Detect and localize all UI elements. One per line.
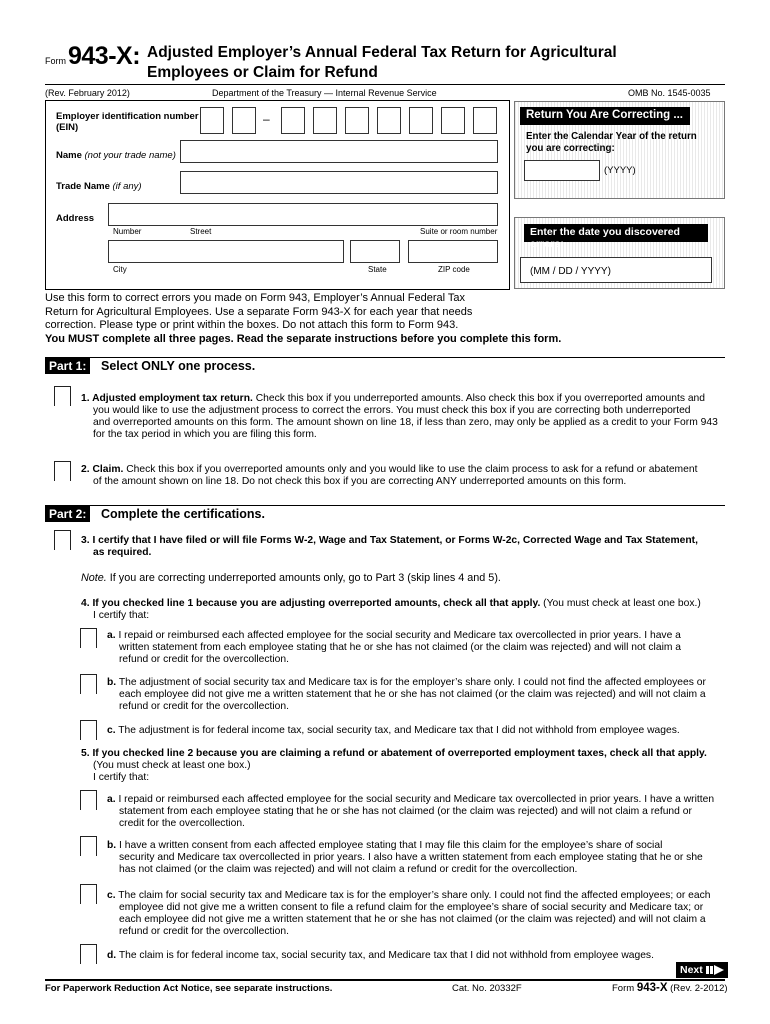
intro-text: [45, 292, 561, 346]
line5-l2: (You must check at least one box.): [93, 760, 251, 771]
ein-digit-2[interactable]: [232, 107, 256, 134]
ein-digit-3[interactable]: [281, 107, 305, 134]
line3-l2: as required.: [93, 547, 152, 558]
form-title-line1: Adjusted Employer’s Annual Federal Tax Return for Agricultural: [147, 44, 617, 61]
intro-line-3: correction. Please type or print within the boxes. Do not attach this form to Form 943.: [45, 319, 459, 331]
line5a-row1: [107, 794, 714, 806]
line4a-row1: [107, 630, 681, 642]
line5c-l4: refund or credit for the overcollection.: [119, 926, 289, 937]
revision-date: (Rev. February 2012): [45, 88, 130, 98]
discovered-title: Enter the date you discovered errors:: [524, 224, 708, 242]
form-number: 943-X:: [68, 42, 141, 70]
line5b-l3: has not claimed (or the claim was rejected) and will not claim a refund or credit for the overcollection.: [119, 864, 578, 875]
zip-field[interactable]: [408, 240, 498, 263]
line5a-text: [107, 794, 714, 830]
form-title-line2: Employees or Claim for Refund: [147, 64, 378, 81]
state-caption: State: [368, 265, 387, 274]
street-caption: Street: [190, 227, 212, 236]
line5-lead: 5. If you checked line 2 because you are claiming a refund or abatement of overreported employment taxes, check all that apply.: [81, 748, 707, 759]
line4a-l1: I repaid or reimbursed each affected employee for the social security and Medicare tax overcollected in prior years. I have a: [115, 630, 681, 641]
line4a-checkbox[interactable]: [80, 628, 96, 648]
line5c-checkbox[interactable]: [80, 884, 96, 904]
name-note: (not your trade name): [84, 150, 176, 161]
ein-digit-1[interactable]: [200, 107, 224, 134]
line5c-lead: c.: [107, 890, 116, 901]
line4a-l2: written statement from each employee stating that he or she has not claimed (or the claim was rejected) and will not claim a: [119, 642, 682, 653]
ein-digit-5[interactable]: [345, 107, 369, 134]
ein-dash: –: [263, 112, 270, 126]
line4c-row1: [107, 725, 680, 737]
line5d-l1: The claim is for federal income tax, social security tax, and Medicare tax that I did not withhold from employee wages.: [116, 950, 654, 961]
intro-line-4: You MUST complete all three pages. Read the separate instructions before you complete this form.: [45, 332, 562, 345]
date-format-caption: (MM / DD / YYYY): [530, 266, 611, 277]
line4b-lead: b.: [107, 677, 117, 688]
number-caption: Number: [113, 227, 142, 236]
line1-l2: you would like to use the adjustment process to correct the errors. You must check this box if you are correcting both underreported: [93, 405, 691, 416]
name-label-wrap: [56, 150, 176, 161]
correcting-title: Return You Are Correcting ...: [520, 107, 690, 125]
line4a-l3: refund or credit for the overcollection.: [119, 654, 289, 665]
line2-lead: 2. Claim.: [81, 464, 124, 475]
line1-l3: and overreported amounts on this form. The amount shown on line 18, if less than zero, may only be applied as a credit to your Form 943: [93, 417, 718, 428]
street-address-field[interactable]: [108, 203, 498, 226]
line4c-lead: c.: [107, 725, 116, 736]
correcting-text-2: you are correcting:: [526, 143, 615, 154]
form-word: Form: [45, 56, 66, 66]
part1-header: [45, 357, 725, 373]
note-text: [81, 572, 501, 584]
line1-lead: 1. Adjusted employment tax return.: [81, 393, 253, 404]
line4a-lead: a.: [107, 630, 116, 641]
city-field[interactable]: [108, 240, 344, 263]
calendar-year-field[interactable]: [524, 160, 600, 181]
line5b-row1: [107, 840, 703, 852]
line3-text: [81, 535, 698, 559]
line4-lead: 4. If you checked line 1 because you are adjusting overreported amounts, check all that apply.: [81, 598, 541, 609]
line5d-lead: d.: [107, 950, 117, 961]
state-field[interactable]: [350, 240, 400, 263]
ein-label-abbrev: (EIN): [56, 122, 79, 133]
part2-header: [45, 505, 725, 521]
line1-text: [81, 393, 718, 441]
arrow-right-icon: [706, 965, 724, 975]
ein-digit-7[interactable]: [409, 107, 433, 134]
line2-row1: [81, 464, 697, 476]
line5c-text: [107, 890, 710, 938]
part2-tag: Part 2:: [45, 506, 90, 522]
ein-digit-4[interactable]: [313, 107, 337, 134]
line4c-text: [107, 725, 680, 737]
line3-checkbox[interactable]: [54, 530, 70, 550]
trade-name-label: Trade Name: [56, 181, 110, 192]
line4-tail: (You must check at least one box.): [540, 598, 701, 609]
line1-row1: [81, 393, 718, 405]
yyyy-caption: (YYYY): [604, 165, 636, 176]
intro-line-2: Return for Agricultural Employees. Use a separate Form 943-X for each year that needs: [45, 305, 473, 318]
name-label: Name: [56, 150, 82, 161]
line5b-lead: b.: [107, 840, 117, 851]
trade-name-note: (if any): [112, 181, 142, 192]
footer-form-id: [612, 982, 728, 994]
line4c-checkbox[interactable]: [80, 720, 96, 740]
zip-caption: ZIP code: [438, 265, 470, 274]
line4b-l2: each employee did not give me a written statement that he or she has not claimed (or the claim was rejected) and will not claim a: [119, 689, 706, 700]
line5c-l1: The claim for social security tax and Medicare tax is for the employer’s share only. I could not find the affected employees; or each: [115, 890, 711, 901]
part2-title: Complete the certifications.: [101, 507, 265, 521]
line5a-l2: statement from each employee stating that he or she has not claimed (or the claim was rejected) and will not claim a refund or: [119, 806, 692, 817]
line5b-l1: I have a written consent from each affected employee stating that I may file this claim for the employee’s share of social: [116, 840, 663, 851]
city-caption: City: [113, 265, 127, 274]
name-field[interactable]: [180, 140, 498, 163]
line2-checkbox[interactable]: [54, 461, 70, 481]
line2-text: [81, 464, 697, 488]
intro-line-1: Use this form to correct errors you made on Form 943, Employer’s Annual Federal Tax: [45, 292, 466, 304]
department: Department of the Treasury — Internal Revenue Service: [212, 88, 437, 98]
line5b-checkbox[interactable]: [80, 836, 96, 856]
line1-l4: for the tax period in which you are filing this form.: [93, 429, 317, 440]
paperwork-notice: For Paperwork Reduction Act Notice, see separate instructions.: [45, 983, 333, 994]
footer-form-word: Form: [612, 983, 635, 994]
line5b-l2: security and Medicare tax overcollected in prior years. I also have a written statement from each employee stating that he or she: [119, 852, 703, 863]
address-label: Address: [56, 213, 95, 224]
line1-l1: Check this box if you underreported amounts. Also check this box if you overreported amounts and: [252, 393, 706, 404]
trade-name-field[interactable]: [180, 171, 498, 194]
footer-form-number: 943-X: [636, 982, 668, 994]
line4-certify: I certify that:: [93, 610, 150, 621]
line5c-l3: each employee did not give me a written statement that he or she has not claimed (or the claim was rejected) and will not claim a: [119, 914, 706, 925]
line4-text: [81, 598, 701, 622]
line5c-l2: employee did not give me a written consent to file a refund claim for the employee’s share of social security and Medicare tax; or: [119, 902, 704, 913]
footer-rule: [45, 979, 725, 981]
ein-digit-6[interactable]: [377, 107, 401, 134]
line5d-checkbox[interactable]: [80, 944, 96, 964]
line5d-row1: [107, 950, 654, 962]
line1-checkbox[interactable]: [54, 386, 70, 406]
ein-digit-9[interactable]: [473, 107, 497, 134]
note-word: Note.: [81, 572, 107, 584]
part1-title: Select ONLY one process.: [101, 359, 256, 373]
note-body: If you are correcting underreported amounts only, go to Part 3 (skip lines 4 and 5).: [106, 572, 501, 584]
part1-tag: Part 1:: [45, 358, 90, 374]
line4-row1: [81, 598, 701, 610]
line5a-l1: I repaid or reimbursed each affected employee for the social security and Medicare tax overcollected in prior years. I have a written: [115, 794, 715, 805]
ein-digit-8[interactable]: [441, 107, 465, 134]
line5a-checkbox[interactable]: [80, 790, 96, 810]
line5d-text: [107, 950, 654, 962]
footer-rev: (Rev. 2-2012): [670, 983, 728, 994]
line5a-lead: a.: [107, 794, 116, 805]
line5-certify: I certify that:: [93, 772, 150, 783]
header-rule: [45, 84, 725, 85]
ein-label: Employer identification number: [56, 111, 199, 122]
line4b-text: [107, 677, 706, 713]
line4b-checkbox[interactable]: [80, 674, 96, 694]
catalog-number: Cat. No. 20332F: [452, 983, 522, 994]
next-button[interactable]: [676, 962, 728, 978]
line4b-row1: [107, 677, 706, 689]
line5a-l3: credit for the overcollection.: [119, 818, 245, 829]
line4b-l3: refund or credit for the overcollection.: [119, 701, 289, 712]
line5b-text: [107, 840, 703, 876]
correcting-text-1: Enter the Calendar Year of the return: [526, 131, 697, 142]
line5-text: [81, 748, 707, 784]
line2-l1: Check this box if you overreported amounts only and you would like to use the claim process to ask for a refund or abatement: [123, 464, 698, 475]
line3-l1: 3. I certify that I have filed or will file Forms W-2, Wage and Tax Statement, or Forms W-2c, Corrected Wage and Tax Statement,: [81, 535, 698, 546]
line4a-text: [107, 630, 681, 666]
trade-label-wrap: [56, 181, 142, 192]
line5c-row1: [107, 890, 710, 902]
line4b-l1: The adjustment of social security tax and Medicare tax is for the employer’s share only. I could not find the affected employees or: [116, 677, 706, 688]
line2-l2: of the amount shown on line 18. Do not check this box if you are correcting ANY underreported amounts on this form.: [93, 476, 627, 487]
next-label: Next: [680, 964, 703, 976]
suite-caption: Suite or room number: [420, 227, 498, 236]
omb-number: OMB No. 1545-0035: [628, 88, 711, 98]
line4c-l1: The adjustment is for federal income tax, social security tax, and Medicare tax that I did not withhold from employee wages.: [115, 725, 680, 736]
